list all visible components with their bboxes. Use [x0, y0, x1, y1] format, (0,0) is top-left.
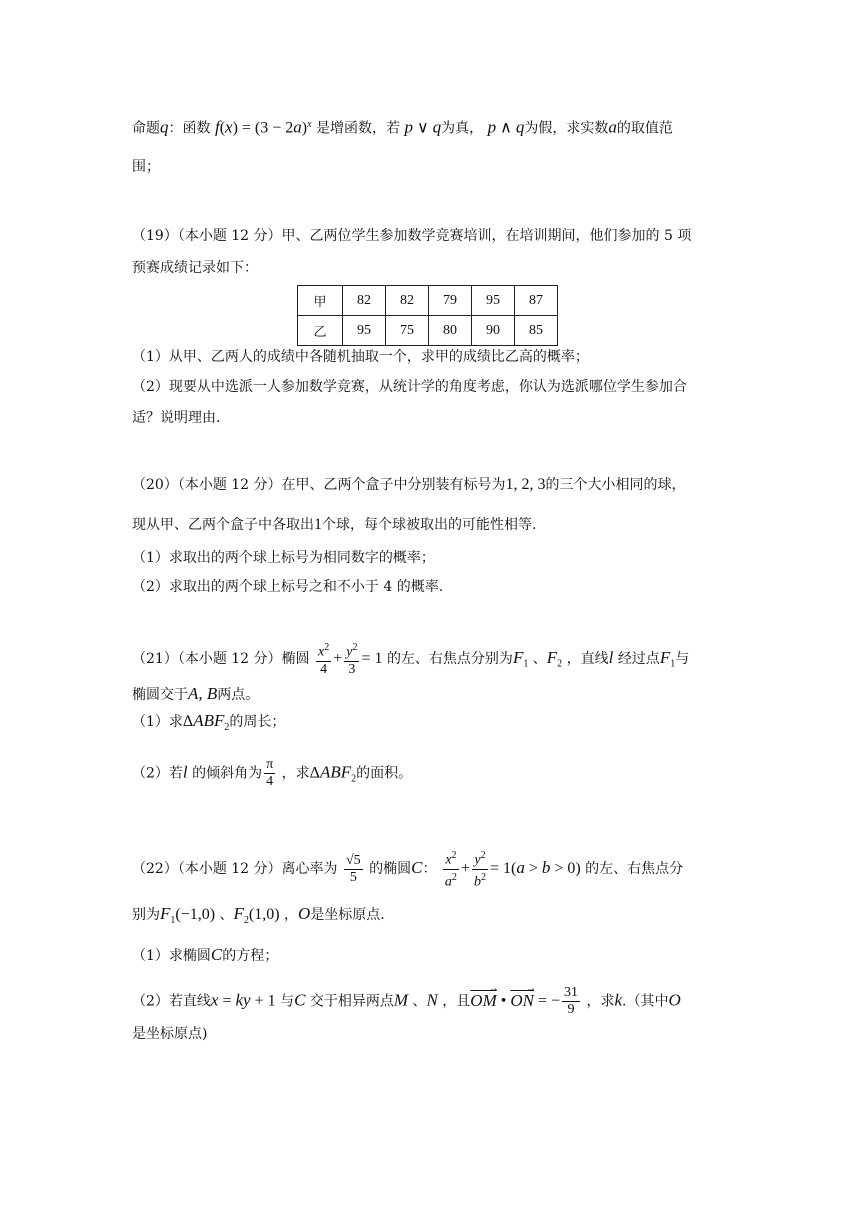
q22-text: （2）若直线 — [132, 993, 211, 1010]
q19-sub-1: （1）从甲、乙两人的成绩中各随机抽取一个，求甲的成绩比乙高的概率； — [132, 349, 589, 365]
table-cell: 87 — [515, 286, 558, 316]
q18-line-1: 命题q：函数 $f(x) = (3 - 2a)^x$ 是增函数，若 p ∨ q为真， p ∧ q为假，求实数a的取值范 — [132, 117, 673, 137]
q21-text: 两点。 — [217, 687, 260, 703]
q21-text: 经过点 — [617, 650, 660, 667]
q22-sub-2: （2）若直线x = ky + 1 与C 交于相异两点M 、N ，且$\overline{OM}$ → • $\overline{ON}$ → = − $\frac{31}{9}$ ，求k.（其中O — [132, 985, 681, 1018]
q18-text: 为真， — [441, 120, 484, 137]
q21-line-1: （21）（本小题 12 分）椭圆 $\frac{x^2}{4}$ + $\frac{y^2}{3}$ = 1 的左、右焦点分别为$F_1$ 、$F_2$ ，直线l 经过点$F_1$与 — [132, 642, 690, 677]
q20-text: 个球，每个球被取出的可能性相等. — [322, 517, 537, 533]
q21-text: 的面积。 — [356, 765, 413, 782]
q19-sub-2b: 适？说明理由. — [132, 410, 221, 426]
q22-line-2: 别为$F_1(-1,0)$ 、$F_2(1,0)$ ，O是坐标原点. — [132, 904, 385, 926]
q22-text: .（其中 — [622, 993, 669, 1010]
table-row-header: 乙 — [298, 316, 343, 346]
q22-sub-1: （1）求椭圆C的方程； — [132, 945, 279, 964]
table-cell: 75 — [386, 316, 429, 346]
q18-text: ：函数 — [168, 120, 211, 137]
q21-line-2: 椭圆交于A, B两点。 — [132, 684, 260, 703]
q22-text: 与 — [280, 993, 295, 1010]
q18-text: 命题 — [132, 120, 160, 137]
table-row — [298, 286, 558, 316]
q22-line-1: （22）（本小题 12 分）离心率为 $\frac{√5}{5}$ 的椭圆C： $\frac{x^2}{a^2}$ + $\frac{y^2}{b^2}$ = 1(a > b > 0) 的左、右焦点分 — [132, 850, 684, 890]
table-cell: 82 — [343, 286, 386, 316]
q21-text: （2）若 — [132, 765, 183, 782]
q21-sub-2: （2）若l 的倾斜角为 $\frac{\pi}{4}$ ，求$\Delta ABF_2$的面积。 — [132, 757, 413, 789]
table-cell: 79 — [429, 286, 472, 316]
q18-text: 是增函数，若 — [316, 120, 400, 137]
q20-sub-1: （1）求取出的两个球上标号为相同数字的概率； — [132, 550, 435, 566]
q20-text: （20）（本小题 12 分）在甲、乙两个盒子中分别装有标号为 — [132, 477, 506, 493]
q21-text: （21）（本小题 12 分）椭圆 — [132, 650, 310, 667]
q21-text: 的左、右焦点分别为 — [386, 650, 513, 667]
q18-line-2: 围； — [132, 159, 160, 175]
q20-line-2: 现从甲、乙两个盒子中各取出1个球，每个球被取出的可能性相等. — [132, 516, 537, 533]
q18-text: 为假，求实数 — [524, 120, 609, 137]
table-cell: 82 — [386, 286, 429, 316]
table-cell: 90 — [472, 316, 515, 346]
q21-sub-1: （1）求$\Delta ABF_2$的周长； — [132, 711, 286, 733]
q20-line-1: （20）（本小题 12 分）在甲、乙两个盒子中分别装有标号为1, 2, 3的三个大小相同的球， — [132, 476, 686, 493]
q20-text: 现从甲、乙两个盒子中各取出 — [132, 517, 314, 533]
q22-text: 、 — [219, 907, 234, 923]
q19-line-2: 预赛成绩记录如下： — [132, 260, 258, 276]
q22-text: （1）求椭圆 — [132, 948, 211, 964]
q22-text: ， — [284, 907, 299, 923]
q22-text: ： — [422, 861, 437, 878]
q22-text: ，求 — [586, 993, 615, 1010]
q21-text: （1）求 — [132, 714, 183, 730]
q22-text: 、 — [412, 993, 427, 1010]
table-row-header: 甲 — [298, 286, 343, 316]
table-cell: 95 — [472, 286, 515, 316]
q21-text: 椭圆交于 — [132, 687, 188, 703]
q21-text: ，直线 — [566, 650, 609, 667]
q21-text: 的倾斜角为 — [192, 765, 263, 782]
q22-text: 交于相异两点 — [309, 993, 394, 1010]
q22-text: 的椭圆 — [369, 861, 412, 878]
q22-text: 是坐标原点. — [310, 907, 385, 923]
table-cell: 80 — [429, 316, 472, 346]
q22-text: 的方程； — [222, 948, 279, 964]
q19-line-1: （19）（本小题 12 分）甲、乙两位学生参加数学竞赛培训，在培训期间，他们参加的 5 项 — [132, 228, 692, 244]
q22-text: 的左、右焦点分 — [585, 861, 684, 878]
score-table — [297, 285, 558, 346]
q22-text: （22）（本小题 12 分）离心率为 — [132, 861, 338, 878]
table-cell: 95 — [343, 316, 386, 346]
q22-text: ，且 — [442, 993, 471, 1010]
q19-sub-2a: （2）现要从中选派一人参加数学竞赛，从统计学的角度考虑，你认为选派哪位学生参加合 — [132, 379, 687, 395]
table-row — [298, 316, 558, 346]
q21-text: 与 — [675, 650, 690, 667]
q22-text: 别为 — [132, 907, 160, 923]
q21-text: 、 — [532, 650, 547, 667]
q20-sub-2: （2）求取出的两个球上标号之和不小于 4 的概率. — [132, 579, 444, 595]
q18-text: 的取值范 — [616, 120, 673, 137]
q22-sub-2-cont: 是坐标原点) — [132, 1026, 208, 1042]
q20-text: 的三个大小相同的球， — [545, 477, 686, 493]
table-cell: 85 — [515, 316, 558, 346]
q21-text: 的周长； — [229, 714, 286, 730]
q21-text: ，求 — [281, 765, 310, 782]
